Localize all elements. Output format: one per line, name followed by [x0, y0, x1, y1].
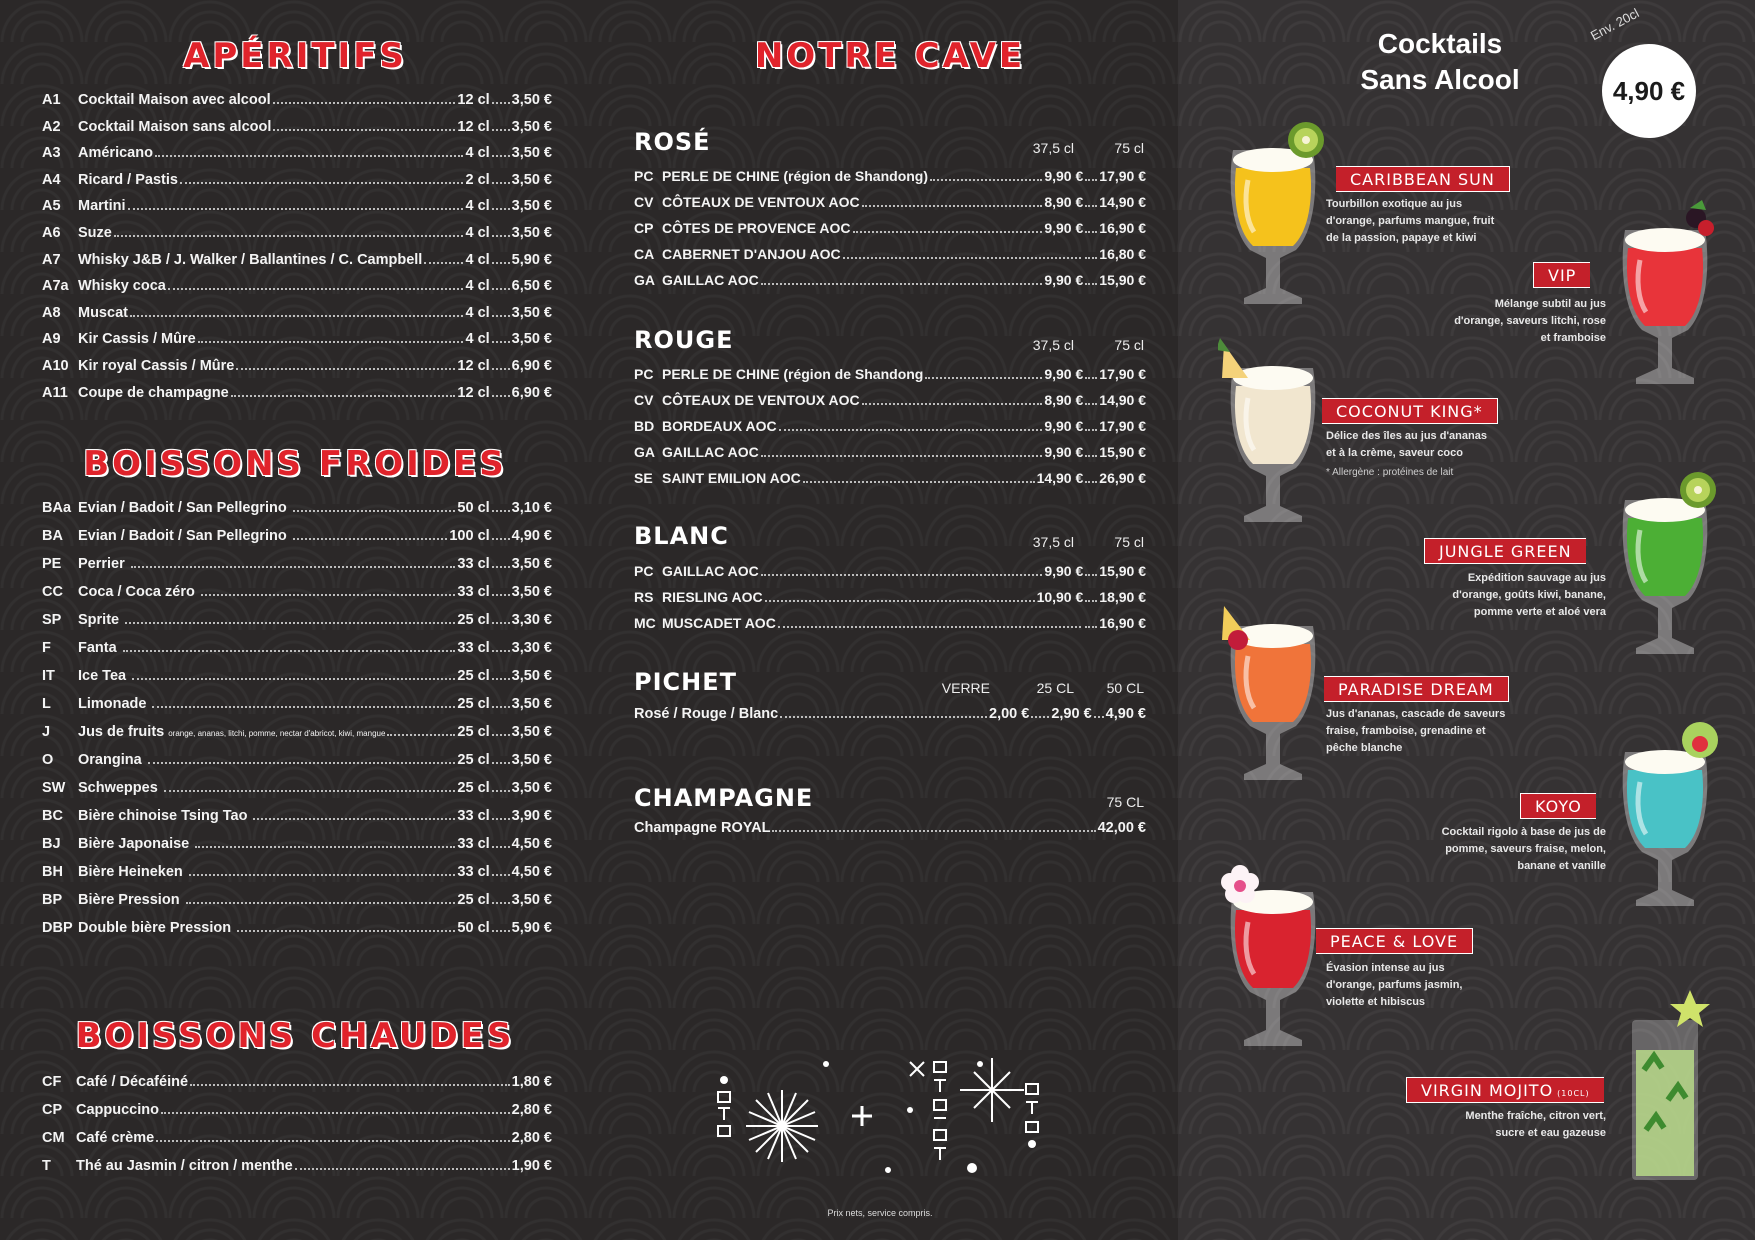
item-price: 3,30 €: [511, 640, 552, 656]
item-name: Café / Décaféiné: [76, 1074, 189, 1090]
wine-price-375: 9,90 €: [1044, 272, 1084, 288]
item-name: Coupe de champagne: [78, 384, 229, 401]
item-price: 3,50 €: [511, 696, 552, 712]
wine-price-75: 16,80 €: [1099, 246, 1146, 262]
cocktail-name: [1316, 928, 1473, 954]
wine-price-375: 9,90 €: [1044, 563, 1084, 579]
item-volume: 12 cl: [457, 358, 490, 374]
item-price: 1,80 €: [511, 1074, 552, 1090]
wine-name: MUSCADET AOC: [662, 615, 776, 631]
wine-code: PC: [634, 168, 654, 184]
wine-code: PC: [634, 366, 654, 382]
cocktail-name: [1533, 262, 1590, 288]
item-name: Kir Cassis / Mûre: [78, 331, 196, 348]
item-price: 5,90 €: [511, 920, 552, 936]
wine-name: SAINT EMILION AOC: [662, 470, 801, 486]
item-code: F: [42, 640, 51, 656]
aperitif-row: [42, 198, 552, 218]
boisson-chaude-row: [42, 1074, 552, 1094]
item-code: DBP: [42, 920, 73, 936]
blanc-col-75: 75 cl: [1114, 534, 1144, 550]
cocktail-description: Menthe fraîche, citron vert, sucre et eau gazeuse: [1465, 1110, 1606, 1139]
item-name: Martini: [78, 198, 126, 215]
wine-price-375: 9,90 €: [1044, 366, 1084, 382]
cocktail-name-text: VIP: [1548, 266, 1577, 285]
item-name: Evian / Badoit / San Pellegrino: [78, 500, 287, 516]
wine-code: PC: [634, 563, 654, 579]
boisson-froide-row: [42, 584, 552, 604]
wine-price-75: 18,90 €: [1099, 589, 1146, 605]
rouge-heading: ROUGE: [634, 326, 734, 354]
cocktail-name: [1424, 538, 1586, 564]
item-volume: 4 cl: [465, 304, 490, 321]
item-name: Bière Pression: [78, 892, 180, 908]
item-name: Evian / Badoit / San Pellegrino: [78, 528, 287, 544]
blanc-heading: BLANC: [634, 522, 729, 550]
item-volume: 25 cl: [457, 724, 490, 740]
cocktail-name-text: COCONUT KING*: [1336, 402, 1483, 421]
aperitif-row: [42, 305, 552, 325]
item-price: 3,50 €: [511, 92, 552, 108]
wine-code: CV: [634, 392, 654, 408]
item-name: Ricard / Pastis: [78, 171, 178, 188]
cocktail-glass-2: [1610, 200, 1720, 400]
item-volume: 4 cl: [465, 251, 490, 268]
wine-code: CA: [634, 246, 655, 262]
wine-price-375: 8,90 €: [1044, 392, 1084, 408]
item-name: Jus de fruits: [78, 724, 165, 740]
boisson-froide-row: [42, 892, 552, 912]
wine-row: [634, 366, 1146, 386]
item-code: SW: [42, 780, 66, 796]
wine-name: CÔTES DE PROVENCE AOC: [662, 220, 851, 236]
item-name: Ice Tea: [78, 668, 127, 684]
aperitifs-title: APÉRITIFS: [183, 36, 407, 76]
wine-code: CV: [634, 194, 654, 210]
item-price: 1,90 €: [511, 1158, 552, 1174]
item-name: Limonade: [78, 696, 147, 712]
wine-row: [634, 589, 1146, 609]
item-code: O: [42, 752, 54, 768]
wine-name: PERLE DE CHINE (région de Shandong): [662, 168, 929, 184]
item-name: Cappuccino: [76, 1102, 159, 1118]
item-volume: 33 cl: [457, 836, 490, 852]
cocktail-name-text: PEACE & LOVE: [1330, 932, 1459, 951]
boisson-froide-row: [42, 556, 552, 576]
item-name: Cocktail Maison avec alcool: [78, 92, 271, 108]
item-name: Bière chinoise Tsing Tao: [78, 808, 248, 824]
item-price: 3,30 €: [511, 612, 552, 628]
boisson-froide-row: [42, 752, 552, 772]
aperitif-row: [42, 92, 552, 112]
item-code: A1: [42, 92, 61, 108]
wine-row: [634, 470, 1146, 490]
item-price: 6,50 €: [511, 278, 552, 295]
item-code: A4: [42, 171, 61, 188]
item-volume: 12 cl: [457, 92, 490, 108]
item-price: 3,50 €: [511, 892, 552, 908]
champagne-price: 42,00 €: [1097, 820, 1146, 836]
cocktail-glass-8: [1610, 990, 1720, 1190]
item-volume: 25 cl: [457, 668, 490, 684]
restaurant-logo: [710, 1050, 1050, 1180]
champagne-name: Champagne ROYAL: [634, 820, 771, 836]
item-code: CF: [42, 1074, 62, 1090]
wine-row: [634, 246, 1146, 266]
aperitif-row: [42, 252, 552, 272]
cocktail-name: [1324, 676, 1509, 702]
cocktail-name-text: PARADISE DREAM: [1338, 680, 1494, 699]
wine-code: GA: [634, 272, 655, 288]
wine-row: [634, 444, 1146, 464]
cocktail-price-badge: 4,90 €: [1602, 44, 1696, 138]
item-code: A7a: [42, 278, 69, 295]
wine-code: CP: [634, 220, 654, 236]
item-name: Double bière Pression: [78, 920, 232, 936]
item-code: L: [42, 696, 51, 712]
wine-row: [634, 615, 1146, 635]
item-code: A10: [42, 358, 69, 374]
wine-price-75: 15,90 €: [1099, 272, 1146, 288]
blanc-col-375: 37,5 cl: [1032, 534, 1074, 550]
boisson-chaude-row: [42, 1158, 552, 1178]
champagne-row: [634, 820, 1146, 840]
rose-heading: ROSÉ: [634, 128, 711, 156]
wine-price-75: 14,90 €: [1099, 392, 1146, 408]
item-volume: 2 cl: [465, 171, 490, 188]
cocktail-name: [1406, 1077, 1604, 1103]
cocktail-glass-6: [1610, 722, 1720, 922]
item-code: A2: [42, 118, 61, 135]
item-name: Thé au Jasmin / citron / menthe: [76, 1158, 293, 1174]
item-code: CP: [42, 1102, 63, 1118]
cocktail-description: Cocktail rigolo à base de jus de pomme, saveurs fraise, melon, banane et vanille: [1441, 826, 1606, 872]
item-price: 3,50 €: [511, 171, 552, 188]
cocktail-description: Tourbillon exotique au jus d'orange, parfums mangue, fruit de la passion, papaye et kiwi: [1326, 198, 1495, 244]
wine-price-375: 9,90 €: [1044, 444, 1084, 460]
item-code: J: [42, 724, 51, 740]
item-name: Coca / Coca zéro: [78, 584, 195, 600]
cocktail-description: Évasion intense au jus d'orange, parfums jasmin, violette et hibiscus: [1326, 962, 1463, 1008]
rose-col-375: 37,5 cl: [1032, 140, 1074, 156]
pichet-col-verre: VERRE: [941, 680, 990, 696]
boisson-chaude-row: [42, 1130, 552, 1150]
rouge-col-75: 75 cl: [1114, 337, 1144, 353]
footer-note: Prix nets, service compris.: [827, 1208, 933, 1218]
aperitif-row: [42, 119, 552, 139]
wine-price-375: 14,90 €: [1036, 470, 1084, 486]
item-code: SP: [42, 612, 62, 628]
wine-row: [634, 563, 1146, 583]
wine-row: [634, 168, 1146, 188]
item-code: IT: [42, 668, 55, 684]
rose-col-75: 75 cl: [1114, 140, 1144, 156]
wine-row: [634, 272, 1146, 292]
cocktails-title-line2: Sans Alcool: [1360, 64, 1520, 95]
wine-name: CÔTEAUX DE VENTOUX AOC: [662, 392, 860, 408]
wine-price-75: 17,90 €: [1099, 168, 1146, 184]
pichet-col-50: 50 CL: [1106, 680, 1144, 696]
item-name: Orangina: [78, 752, 142, 768]
cocktail-description: Mélange subtil au jus d'orange, saveurs litchi, rose et framboise: [1454, 298, 1606, 344]
cocktail-description: Jus d'ananas, cascade de saveurs fraise, framboise, grenadine et pêche blanche: [1326, 708, 1506, 754]
boisson-froide-row: [42, 612, 552, 632]
wine-name: BORDEAUX AOC: [662, 418, 777, 434]
boisson-froide-row: [42, 920, 552, 940]
item-code: T: [42, 1158, 51, 1174]
item-code: A6: [42, 225, 61, 241]
item-name: Perrier: [78, 556, 125, 572]
boisson-froide-row: [42, 836, 552, 856]
item-name: Américano: [78, 145, 153, 162]
wine-price-75: 26,90 €: [1099, 470, 1146, 486]
wine-name: PERLE DE CHINE (région de Shandong: [662, 366, 924, 382]
cocktail-name-text: JUNGLE GREEN: [1439, 542, 1572, 561]
item-code: A9: [42, 331, 61, 348]
cocktail-glass-3: [1218, 338, 1328, 538]
item-code: A7: [42, 251, 61, 268]
item-code: BAa: [42, 500, 72, 516]
item-price: 3,50 €: [511, 225, 552, 241]
item-price: 6,90 €: [511, 358, 552, 374]
wine-price-375: 10,90 €: [1036, 589, 1084, 605]
item-volume: 50 cl: [457, 500, 490, 516]
wine-name: CABERNET D'ANJOU AOC: [662, 246, 841, 262]
wine-code: GA: [634, 444, 655, 460]
item-volume: 4 cl: [465, 225, 490, 241]
wine-code: MC: [634, 615, 656, 631]
boissons-chaudes-title: BOISSONS CHAUDES: [75, 1016, 515, 1056]
item-price: 3,50 €: [511, 668, 552, 684]
wine-price-75: 16,90 €: [1099, 615, 1146, 631]
item-code: A11: [42, 384, 68, 401]
aperitif-row: [42, 331, 552, 351]
env-label: Env. 20cl: [1588, 5, 1642, 44]
item-volume: 12 cl: [457, 384, 490, 401]
item-code: BJ: [42, 836, 61, 852]
item-price: 2,80 €: [511, 1130, 552, 1146]
wine-price-75: 15,90 €: [1099, 563, 1146, 579]
cocktail-name-text: VIRGIN MOJITO: [1421, 1081, 1554, 1100]
wine-price-75: 15,90 €: [1099, 444, 1146, 460]
champagne-heading: CHAMPAGNE: [634, 784, 814, 812]
aperitif-row: [42, 358, 552, 378]
pichet-price-50: 4,90 €: [1105, 706, 1146, 722]
aperitif-row: [42, 145, 552, 165]
cocktail-glass-1: [1218, 120, 1328, 320]
wine-code: RS: [634, 589, 654, 605]
item-price: 4,90 €: [511, 528, 552, 544]
item-price: 3,50 €: [511, 752, 552, 768]
pichet-name: Rosé / Rouge / Blanc: [634, 706, 779, 722]
wine-name: CÔTEAUX DE VENTOUX AOC: [662, 194, 860, 210]
item-volume: 33 cl: [457, 640, 490, 656]
cocktail-description: Expédition sauvage au jus d'orange, goûts kiwi, banane, pomme verte et aloé vera: [1452, 572, 1606, 618]
item-code: BC: [42, 808, 63, 824]
item-name: Bière Heineken: [78, 864, 183, 880]
wine-price-375: 9,90 €: [1044, 418, 1084, 434]
cocktail-glass-7: [1218, 862, 1328, 1062]
item-volume: 4 cl: [465, 278, 490, 295]
item-price: 3,50 €: [511, 198, 552, 215]
boisson-froide-row: [42, 500, 552, 520]
pichet-row: [634, 706, 1146, 726]
cocktail-name-text: KOYO: [1535, 797, 1582, 816]
item-volume: 4 cl: [465, 331, 490, 348]
item-volume: 25 cl: [457, 752, 490, 768]
item-price: 4,50 €: [511, 864, 552, 880]
aperitif-row: [42, 278, 552, 298]
item-price: 3,10 €: [511, 500, 552, 516]
item-volume: 12 cl: [457, 118, 490, 135]
item-price: 4,50 €: [511, 836, 552, 852]
item-name: Fanta: [78, 640, 117, 656]
item-name: Whisky coca: [78, 278, 166, 295]
item-code: A5: [42, 198, 61, 215]
item-code: CC: [42, 584, 63, 600]
pichet-heading: PICHET: [634, 668, 737, 696]
item-price: 3,50 €: [511, 145, 552, 162]
boisson-froide-row: [42, 696, 552, 716]
item-volume: 33 cl: [457, 556, 490, 572]
item-price: 3,50 €: [511, 304, 552, 321]
cocktail-allergen-note: * Allergène : protéines de lait: [1326, 467, 1454, 478]
item-price: 3,50 €: [511, 584, 552, 600]
item-name: Bière Japonaise: [78, 836, 190, 852]
pichet-price-25: 2,90 €: [1051, 706, 1092, 722]
cocktail-glass-5: [1218, 596, 1328, 796]
item-volume: 25 cl: [457, 612, 490, 628]
item-code: PE: [42, 556, 62, 572]
cocktail-name-text: CARIBBEAN SUN: [1350, 170, 1495, 189]
cocktail-volume-tag: (10CL): [1557, 1089, 1590, 1098]
item-price: 5,90 €: [511, 251, 552, 268]
item-price: 3,50 €: [511, 780, 552, 796]
item-price: 3,50 €: [511, 331, 552, 348]
cocktails-title-line1: Cocktails: [1377, 28, 1503, 59]
item-volume: 4 cl: [465, 145, 490, 162]
cocktail-glass-4: [1610, 470, 1720, 670]
item-name: Muscat: [78, 304, 128, 321]
item-price: 2,80 €: [511, 1102, 552, 1118]
pichet-col-25: 25 CL: [1036, 680, 1074, 696]
item-name: Cocktail Maison sans alcool: [78, 118, 272, 135]
pichet-price-verre: 2,00 €: [989, 706, 1030, 722]
wine-price-75: 17,90 €: [1099, 418, 1146, 434]
aperitif-row: [42, 225, 552, 245]
item-note: orange, ananas, litchi, pomme, nectar d'abricot, kiwi, mangue: [168, 729, 386, 738]
item-code: BH: [42, 864, 63, 880]
item-volume: 25 cl: [457, 696, 490, 712]
item-volume: 33 cl: [457, 584, 490, 600]
wine-code: BD: [634, 418, 655, 434]
cocktail-name: [1336, 166, 1510, 192]
wine-name: GAILLAC AOC: [662, 444, 759, 460]
item-code: CM: [42, 1130, 65, 1146]
item-price: 3,50 €: [511, 556, 552, 572]
item-price: 3,50 €: [511, 118, 552, 135]
boisson-froide-row: [42, 864, 552, 884]
wine-row: [634, 194, 1146, 214]
wine-price-75: 14,90 €: [1099, 194, 1146, 210]
champagne-col-75: 75 CL: [1106, 794, 1144, 810]
wine-price-375: 8,90 €: [1044, 194, 1084, 210]
item-name: Suze: [78, 225, 112, 241]
item-volume: 100 cl: [449, 528, 490, 544]
wine-price-75: 17,90 €: [1099, 366, 1146, 382]
item-volume: 4 cl: [465, 198, 490, 215]
item-volume: 50 cl: [457, 920, 490, 936]
aperitif-row: [42, 385, 552, 405]
item-name: Café crème: [76, 1130, 155, 1146]
wine-code: SE: [634, 470, 653, 486]
item-price: 6,90 €: [511, 384, 552, 401]
wine-row: [634, 418, 1146, 438]
boisson-froide-row: [42, 724, 552, 744]
rouge-col-375: 37,5 cl: [1032, 337, 1074, 353]
item-code: BA: [42, 528, 63, 544]
wine-name: GAILLAC AOC: [662, 272, 759, 288]
item-name: Schweppes: [78, 780, 158, 796]
item-name: Sprite: [78, 612, 120, 628]
boisson-chaude-row: [42, 1102, 552, 1122]
cocktails-title: [1300, 26, 1580, 98]
cocktail-name: [1520, 793, 1596, 819]
wine-price-75: 16,90 €: [1099, 220, 1146, 236]
wine-row: [634, 392, 1146, 412]
wine-name: GAILLAC AOC: [662, 563, 759, 579]
aperitif-row: [42, 172, 552, 192]
boisson-froide-row: [42, 668, 552, 688]
boisson-froide-row: [42, 528, 552, 548]
item-volume: 33 cl: [457, 808, 490, 824]
boisson-froide-row: [42, 640, 552, 660]
wine-row: [634, 220, 1146, 240]
wine-price-375: 9,90 €: [1044, 220, 1084, 236]
boisson-froide-row: [42, 780, 552, 800]
item-name: Kir royal Cassis / Mûre: [78, 358, 235, 374]
item-volume: 33 cl: [457, 864, 490, 880]
item-price: 3,50 €: [511, 724, 552, 740]
item-volume: 25 cl: [457, 892, 490, 908]
boissons-froides-title: BOISSONS FROIDES: [83, 444, 507, 484]
item-volume: 25 cl: [457, 780, 490, 796]
cocktail-name: [1322, 398, 1498, 424]
item-price: 3,90 €: [511, 808, 552, 824]
wine-price-375: 9,90 €: [1044, 168, 1084, 184]
cocktail-description: Délice des îles au jus d'ananas et à la crème, saveur coco: [1326, 430, 1487, 459]
wine-name: RIESLING AOC: [662, 589, 763, 605]
item-name: Whisky J&B / J. Walker / Ballantines / C. Campbell: [78, 251, 423, 268]
item-code: BP: [42, 892, 63, 908]
item-code: A8: [42, 304, 61, 321]
cave-title: NOTRE CAVE: [754, 36, 1026, 76]
item-code: A3: [42, 145, 61, 162]
boisson-froide-row: [42, 808, 552, 828]
